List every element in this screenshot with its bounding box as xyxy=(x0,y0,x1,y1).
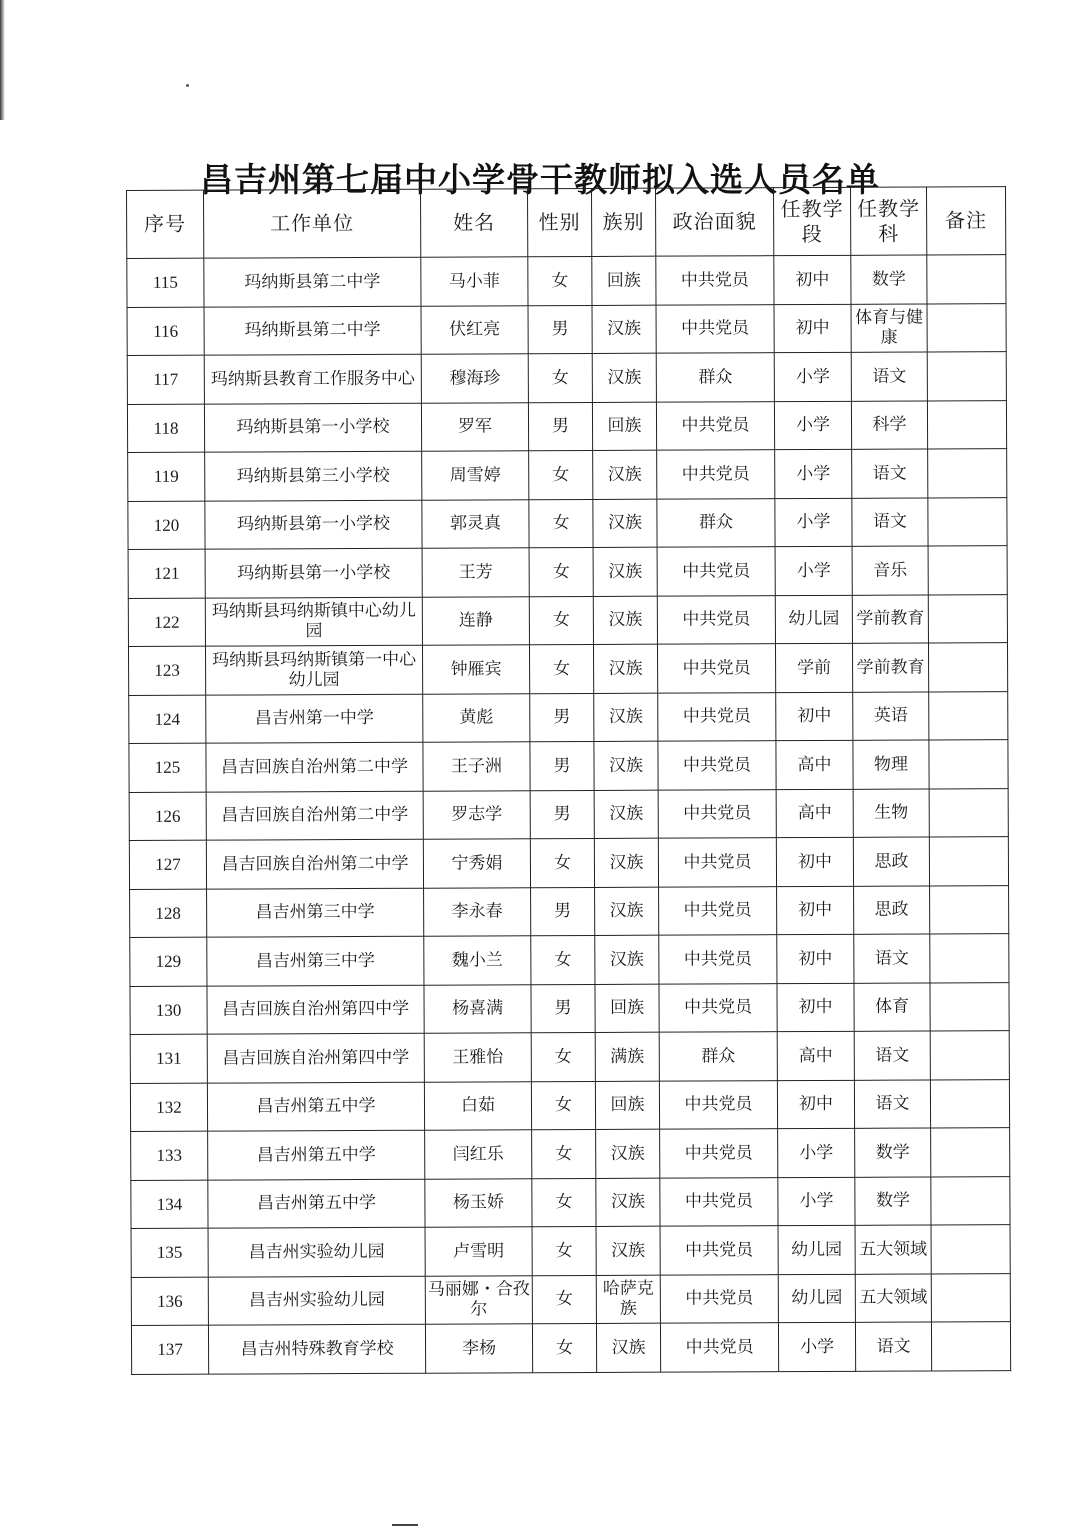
table-row xyxy=(128,497,1007,549)
cell-teaching-subject: 语文 xyxy=(852,498,928,547)
cell-remarks xyxy=(928,497,1007,546)
cell-political-status: 中共党员 xyxy=(658,741,776,790)
table-row xyxy=(131,1176,1010,1228)
cell-seq: 120 xyxy=(128,501,205,550)
cell-name: 闫红乐 xyxy=(425,1130,532,1179)
cell-remarks xyxy=(927,352,1006,401)
cell-political-status: 中共党员 xyxy=(657,595,775,644)
cell-remarks xyxy=(928,449,1007,498)
table-row xyxy=(130,1031,1009,1083)
cell-teaching-level: 初中 xyxy=(777,934,854,983)
cell-teaching-level: 小学 xyxy=(778,1128,855,1177)
cell-gender: 女 xyxy=(532,1129,596,1178)
cell-political-status: 中共党员 xyxy=(659,886,777,935)
cell-ethnicity: 汉族 xyxy=(595,887,659,936)
cell-political-status: 中共党员 xyxy=(659,983,777,1032)
cell-teaching-level: 小学 xyxy=(778,1177,855,1226)
cell-gender: 女 xyxy=(532,1323,596,1372)
cell-teaching-subject: 数学 xyxy=(855,1128,931,1177)
cell-unit: 昌吉回族自治州第二中学 xyxy=(206,839,423,888)
cell-seq: 118 xyxy=(127,404,204,453)
cell-name: 卢雪明 xyxy=(425,1227,532,1276)
cell-unit: 玛纳斯县第三小学校 xyxy=(205,451,422,500)
cell-unit: 昌吉州第五中学 xyxy=(208,1130,425,1179)
cell-unit: 玛纳斯县第二中学 xyxy=(204,306,421,355)
cell-unit: 昌吉州第三中学 xyxy=(207,936,424,985)
cell-ethnicity: 汉族 xyxy=(593,450,657,499)
cell-teaching-subject: 语文 xyxy=(854,1031,930,1080)
cell-seq: 119 xyxy=(128,452,205,501)
cell-gender: 女 xyxy=(531,935,595,984)
table-row xyxy=(130,885,1009,937)
column-header-ethnicity: 族别 xyxy=(591,188,655,256)
cell-teaching-level: 初中 xyxy=(776,692,853,741)
cell-ethnicity: 汉族 xyxy=(596,1129,660,1178)
cell-gender: 女 xyxy=(531,1032,595,1081)
cell-gender: 男 xyxy=(530,693,594,742)
cell-unit: 昌吉回族自治州第二中学 xyxy=(206,742,423,791)
cell-teaching-level: 小学 xyxy=(775,449,852,498)
cell-teaching-subject: 五大领域 xyxy=(855,1225,931,1274)
cell-ethnicity: 汉族 xyxy=(594,790,658,839)
cell-teaching-level: 小学 xyxy=(774,352,851,401)
cell-gender: 女 xyxy=(529,450,593,499)
cell-unit: 昌吉州第五中学 xyxy=(208,1179,425,1228)
cell-ethnicity: 回族 xyxy=(592,402,656,451)
table-row xyxy=(129,740,1008,792)
cell-unit: 昌吉州特殊教育学校 xyxy=(208,1324,425,1373)
cell-teaching-level: 幼儿园 xyxy=(778,1274,855,1323)
cell-political-status: 群众 xyxy=(659,1032,777,1081)
cell-seq: 131 xyxy=(130,1034,207,1083)
table-row xyxy=(130,1079,1009,1131)
cell-name: 杨喜满 xyxy=(424,984,531,1033)
cell-gender: 男 xyxy=(531,984,595,1033)
cell-remarks xyxy=(929,837,1008,886)
cell-name: 罗军 xyxy=(421,402,528,451)
cell-seq: 115 xyxy=(127,258,204,307)
cell-unit: 昌吉州第三中学 xyxy=(207,888,424,937)
cell-teaching-subject: 科学 xyxy=(851,401,927,450)
cell-remarks xyxy=(928,594,1007,643)
cell-remarks xyxy=(930,1031,1009,1080)
cell-teaching-subject: 语文 xyxy=(855,1322,931,1371)
cell-seq: 130 xyxy=(130,986,207,1035)
table-row xyxy=(131,1128,1010,1180)
cell-teaching-subject: 语文 xyxy=(851,352,927,401)
cell-political-status: 中共党员 xyxy=(660,1129,778,1178)
cell-unit: 玛纳斯县教育工作服务中心 xyxy=(204,354,421,403)
cell-political-status: 中共党员 xyxy=(658,789,776,838)
cell-seq: 116 xyxy=(127,307,204,356)
cell-unit: 昌吉回族自治州第四中学 xyxy=(207,985,424,1034)
cell-gender: 男 xyxy=(531,887,595,936)
cell-ethnicity: 满族 xyxy=(595,1032,659,1081)
column-header-seq: 序号 xyxy=(127,190,204,258)
cell-remarks xyxy=(930,1079,1009,1128)
cell-teaching-subject: 五大领域 xyxy=(855,1273,931,1322)
cell-teaching-level: 初中 xyxy=(776,837,853,886)
scan-speck xyxy=(186,84,189,87)
cell-remarks xyxy=(927,303,1006,352)
cell-gender: 女 xyxy=(529,644,593,693)
cell-political-status: 中共党员 xyxy=(659,1080,777,1129)
cell-name: 王子洲 xyxy=(423,742,530,791)
cell-remarks xyxy=(929,691,1008,740)
cell-seq: 137 xyxy=(131,1325,208,1374)
cell-political-status: 中共党员 xyxy=(658,692,776,741)
cell-unit: 玛纳斯县玛纳斯镇中心幼儿园 xyxy=(205,597,422,646)
cell-teaching-subject: 语文 xyxy=(854,1079,930,1128)
cell-gender: 男 xyxy=(528,402,592,451)
cell-name: 白茹 xyxy=(424,1081,531,1130)
column-header-political-status: 政治面貌 xyxy=(655,188,773,257)
cell-political-status: 中共党员 xyxy=(659,935,777,984)
cell-gender: 女 xyxy=(529,499,593,548)
cell-seq: 124 xyxy=(129,695,206,744)
cell-name: 李永春 xyxy=(424,887,531,936)
cell-political-status: 中共党员 xyxy=(660,1177,778,1226)
cell-remarks xyxy=(930,885,1009,934)
cell-teaching-level: 高中 xyxy=(776,789,853,838)
cell-unit: 昌吉回族自治州第二中学 xyxy=(206,791,423,840)
table-row xyxy=(130,934,1009,986)
cell-remarks xyxy=(931,1273,1010,1322)
table-body xyxy=(127,255,1011,1374)
cell-teaching-subject: 体育与健康 xyxy=(851,304,927,353)
cell-ethnicity: 汉族 xyxy=(594,741,658,790)
cell-political-status: 中共党员 xyxy=(658,838,776,887)
cell-seq: 127 xyxy=(129,840,206,889)
table-row xyxy=(129,788,1008,840)
cell-political-status: 中共党员 xyxy=(657,547,775,596)
cell-name: 马小菲 xyxy=(421,257,528,306)
cell-teaching-subject: 学前教育 xyxy=(852,595,928,644)
cell-name: 周雪婷 xyxy=(422,451,529,500)
cell-teaching-subject: 物理 xyxy=(853,740,929,789)
cell-unit: 玛纳斯县第二中学 xyxy=(204,257,421,306)
cell-name: 连静 xyxy=(422,596,529,645)
cell-remarks xyxy=(928,643,1007,692)
cell-ethnicity: 汉族 xyxy=(595,935,659,984)
table-row xyxy=(131,1273,1010,1325)
cell-teaching-level: 初中 xyxy=(777,886,854,935)
cell-teaching-subject: 音乐 xyxy=(852,546,928,595)
cell-teaching-level: 小学 xyxy=(778,1322,855,1371)
cell-name: 郭灵真 xyxy=(422,499,529,548)
cell-ethnicity: 汉族 xyxy=(594,693,658,742)
table-row xyxy=(130,982,1009,1034)
table-header-row xyxy=(127,187,1006,259)
cell-unit: 玛纳斯县第一小学校 xyxy=(205,500,422,549)
column-header-teaching-subject: 任教学科 xyxy=(850,187,926,255)
column-header-name: 姓名 xyxy=(420,189,527,257)
table-row xyxy=(127,255,1006,307)
cell-name: 李杨 xyxy=(425,1324,532,1373)
cell-seq: 125 xyxy=(129,743,206,792)
cell-seq: 132 xyxy=(130,1083,207,1132)
cell-name: 王芳 xyxy=(422,548,529,597)
table-row xyxy=(129,837,1008,889)
cell-political-status: 群众 xyxy=(657,498,775,547)
cell-gender: 女 xyxy=(528,353,592,402)
cell-unit: 昌吉州第五中学 xyxy=(207,1082,424,1131)
column-header-unit: 工作单位 xyxy=(204,189,421,258)
cell-name: 杨玉娇 xyxy=(425,1178,532,1227)
cell-teaching-subject: 数学 xyxy=(851,255,927,304)
cell-remarks xyxy=(929,740,1008,789)
cell-gender: 男 xyxy=(530,741,594,790)
table-row xyxy=(127,400,1006,452)
cell-political-status: 中共党员 xyxy=(660,1323,778,1372)
cell-name: 马丽娜・合孜尔 xyxy=(425,1275,532,1324)
cell-teaching-subject: 生物 xyxy=(853,789,929,838)
cell-political-status: 中共党员 xyxy=(657,644,775,693)
cell-remarks xyxy=(927,255,1006,304)
cell-unit: 玛纳斯县第一小学校 xyxy=(205,548,422,597)
cell-teaching-level: 高中 xyxy=(777,1031,854,1080)
cell-gender: 男 xyxy=(530,790,594,839)
cell-unit: 昌吉州第一中学 xyxy=(206,694,423,743)
cell-teaching-subject: 思政 xyxy=(853,837,929,886)
cell-teaching-subject: 数学 xyxy=(855,1176,931,1225)
cell-teaching-subject: 体育 xyxy=(854,982,930,1031)
cell-seq: 117 xyxy=(127,355,204,404)
cell-teaching-level: 幼儿园 xyxy=(778,1225,855,1274)
cell-name: 罗志学 xyxy=(423,790,530,839)
cell-gender: 女 xyxy=(532,1178,596,1227)
cell-political-status: 中共党员 xyxy=(656,401,774,450)
cell-remarks xyxy=(929,788,1008,837)
column-header-teaching-level: 任教学段 xyxy=(773,187,850,255)
cell-seq: 121 xyxy=(128,549,205,598)
cell-teaching-subject: 语文 xyxy=(852,449,928,498)
table-row xyxy=(129,691,1008,743)
cell-political-status: 中共党员 xyxy=(660,1226,778,1275)
cell-remarks xyxy=(931,1128,1010,1177)
cell-political-status: 群众 xyxy=(656,353,774,402)
cell-seq: 123 xyxy=(128,646,205,695)
cell-name: 钟雁宾 xyxy=(422,645,529,694)
table-row xyxy=(128,546,1007,598)
cell-remarks xyxy=(931,1225,1010,1274)
cell-teaching-level: 初中 xyxy=(777,1080,854,1129)
cell-teaching-level: 小学 xyxy=(774,401,851,450)
scan-mark xyxy=(392,1524,418,1526)
table-row xyxy=(128,594,1007,646)
cell-unit: 玛纳斯县玛纳斯镇第一中心幼儿园 xyxy=(205,645,422,694)
cell-political-status: 中共党员 xyxy=(657,450,775,499)
cell-political-status: 中共党员 xyxy=(656,304,774,353)
cell-ethnicity: 汉族 xyxy=(596,1178,660,1227)
table-row xyxy=(128,643,1007,695)
cell-ethnicity: 汉族 xyxy=(593,499,657,548)
cell-ethnicity: 回族 xyxy=(595,1081,659,1130)
cell-ethnicity: 回族 xyxy=(595,984,659,1033)
cell-ethnicity: 汉族 xyxy=(593,596,657,645)
cell-gender: 女 xyxy=(532,1226,596,1275)
teacher-roster-table xyxy=(126,186,1011,1374)
cell-seq: 134 xyxy=(131,1180,208,1229)
cell-teaching-level: 小学 xyxy=(775,498,852,547)
cell-ethnicity: 哈萨克族 xyxy=(596,1275,660,1324)
cell-ethnicity: 回族 xyxy=(592,256,656,305)
table-row xyxy=(131,1322,1010,1374)
cell-seq: 133 xyxy=(131,1131,208,1180)
cell-seq: 126 xyxy=(129,792,206,841)
cell-teaching-level: 初中 xyxy=(774,255,851,304)
cell-gender: 女 xyxy=(529,547,593,596)
cell-political-status: 中共党员 xyxy=(656,256,774,305)
cell-gender: 女 xyxy=(530,838,594,887)
cell-name: 王雅怡 xyxy=(424,1033,531,1082)
cell-seq: 129 xyxy=(130,937,207,986)
cell-remarks xyxy=(930,982,1009,1031)
table-row xyxy=(127,303,1006,355)
cell-ethnicity: 汉族 xyxy=(593,644,657,693)
cell-name: 黄彪 xyxy=(423,693,530,742)
cell-gender: 女 xyxy=(532,1275,596,1324)
cell-gender: 女 xyxy=(528,256,592,305)
cell-unit: 昌吉州实验幼儿园 xyxy=(208,1227,425,1276)
cell-name: 宁秀娟 xyxy=(423,839,530,888)
cell-teaching-level: 幼儿园 xyxy=(775,595,852,644)
cell-remarks xyxy=(927,400,1006,449)
cell-teaching-subject: 学前教育 xyxy=(852,643,928,692)
cell-teaching-subject: 英语 xyxy=(853,692,929,741)
document-title: 昌吉州第七届中小学骨干教师拟入选人员名单 xyxy=(200,160,880,200)
cell-unit: 玛纳斯县第一小学校 xyxy=(204,403,421,452)
cell-teaching-level: 高中 xyxy=(776,740,853,789)
cell-remarks xyxy=(930,934,1009,983)
cell-name: 伏红亮 xyxy=(421,305,528,354)
cell-ethnicity: 汉族 xyxy=(596,1323,660,1372)
cell-teaching-level: 初中 xyxy=(774,304,851,353)
cell-remarks xyxy=(931,1322,1010,1371)
column-header-remarks: 备注 xyxy=(926,187,1005,255)
cell-teaching-subject: 语文 xyxy=(854,934,930,983)
cell-unit: 昌吉回族自治州第四中学 xyxy=(207,1033,424,1082)
cell-ethnicity: 汉族 xyxy=(592,353,656,402)
table-row xyxy=(128,449,1007,501)
cell-seq: 122 xyxy=(128,598,205,647)
cell-teaching-level: 初中 xyxy=(777,983,854,1032)
cell-seq: 136 xyxy=(131,1277,208,1326)
cell-name: 穆海珍 xyxy=(421,354,528,403)
cell-ethnicity: 汉族 xyxy=(594,838,658,887)
cell-seq: 135 xyxy=(131,1228,208,1277)
cell-gender: 女 xyxy=(529,596,593,645)
cell-remarks xyxy=(928,546,1007,595)
cell-ethnicity: 汉族 xyxy=(596,1226,660,1275)
cell-ethnicity: 汉族 xyxy=(592,305,656,354)
cell-teaching-subject: 思政 xyxy=(854,886,930,935)
cell-teaching-level: 学前 xyxy=(775,643,852,692)
cell-teaching-level: 小学 xyxy=(775,546,852,595)
cell-seq: 128 xyxy=(130,889,207,938)
column-header-gender: 性别 xyxy=(527,188,591,256)
table-row xyxy=(131,1225,1010,1277)
scan-edge-shadow xyxy=(0,0,5,120)
cell-remarks xyxy=(931,1176,1010,1225)
cell-gender: 女 xyxy=(531,1081,595,1130)
cell-political-status: 中共党员 xyxy=(660,1274,778,1323)
cell-unit: 昌吉州实验幼儿园 xyxy=(208,1276,425,1325)
cell-gender: 男 xyxy=(528,305,592,354)
cell-name: 魏小兰 xyxy=(424,936,531,985)
table-row xyxy=(127,352,1006,404)
cell-ethnicity: 汉族 xyxy=(593,547,657,596)
